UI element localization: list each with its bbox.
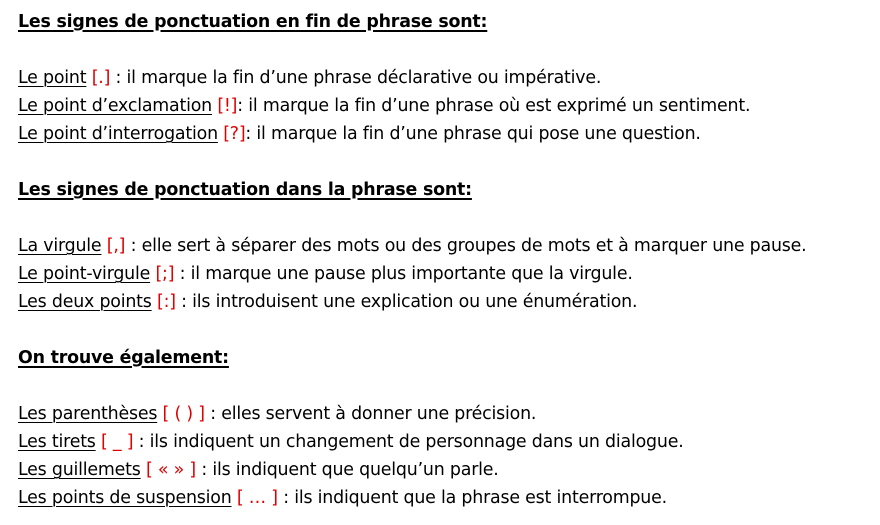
document: [18, 8, 876, 512]
item-description: : ils introduisent une explication ou une énumération.: [175, 292, 638, 312]
list-item: [18, 456, 876, 484]
item-description: : il marque la fin d’une phrase qui pose une question.: [245, 124, 701, 144]
list-item: [18, 232, 876, 260]
item-symbol: [!]: [217, 96, 238, 116]
item-term: Les deux points: [18, 292, 152, 312]
item-description: : ils indiquent que quelqu’un parle.: [196, 460, 499, 480]
list-item: [18, 288, 876, 316]
item-term: Le point: [18, 68, 87, 88]
item-description: : elles servent à donner une précision.: [204, 404, 537, 424]
spacer: [18, 316, 876, 344]
item-symbol: [?]: [223, 124, 246, 144]
item-term: Le point d’interrogation: [18, 124, 218, 144]
item-term: Les guillemets: [18, 460, 141, 480]
spacer: [18, 372, 876, 400]
section-heading-also: On trouve également:: [18, 348, 229, 368]
item-symbol: [:]: [157, 292, 176, 312]
item-term: Les tirets: [18, 432, 96, 452]
spacer: [18, 148, 876, 176]
list-item: [18, 484, 876, 512]
list-item: [18, 260, 876, 288]
list-item: [18, 92, 876, 120]
list-item: [18, 428, 876, 456]
item-symbol: [ _ ]: [101, 432, 134, 452]
item-description: : il marque la fin d’une phrase où est exprimé un sentiment.: [237, 96, 751, 116]
item-description: : ils indiquent un changement de personnage dans un dialogue.: [133, 432, 684, 452]
item-term: Les parenthèses: [18, 404, 158, 424]
item-term: Le point d’exclamation: [18, 96, 212, 116]
spacer: [18, 36, 876, 64]
item-symbol: [ … ]: [236, 488, 278, 508]
list-item: [18, 64, 876, 92]
item-term: Les points de suspension: [18, 488, 232, 508]
item-description: : ils indiquent que la phrase est interrompue.: [277, 488, 667, 508]
spacer: [18, 204, 876, 232]
item-symbol: [,]: [106, 236, 126, 256]
item-description: : il marque la fin d’une phrase déclarative ou impérative.: [110, 68, 602, 88]
item-description: : il marque une pause plus importante que la virgule.: [174, 264, 633, 284]
list-item: [18, 400, 876, 428]
item-term: La virgule: [18, 236, 102, 256]
section-heading-end-of-sentence: Les signes de ponctuation en fin de phrase sont:: [18, 12, 488, 32]
item-symbol: [;]: [155, 264, 175, 284]
item-symbol: [ « » ]: [145, 460, 197, 480]
list-item: [18, 120, 876, 148]
item-symbol: [ ( ) ]: [162, 404, 205, 424]
item-description: : elle sert à séparer des mots ou des groupes de mots et à marquer une pause.: [125, 236, 807, 256]
item-term: Le point-virgule: [18, 264, 151, 284]
section-heading-in-sentence: Les signes de ponctuation dans la phrase sont:: [18, 180, 472, 200]
item-symbol: [.]: [91, 68, 111, 88]
